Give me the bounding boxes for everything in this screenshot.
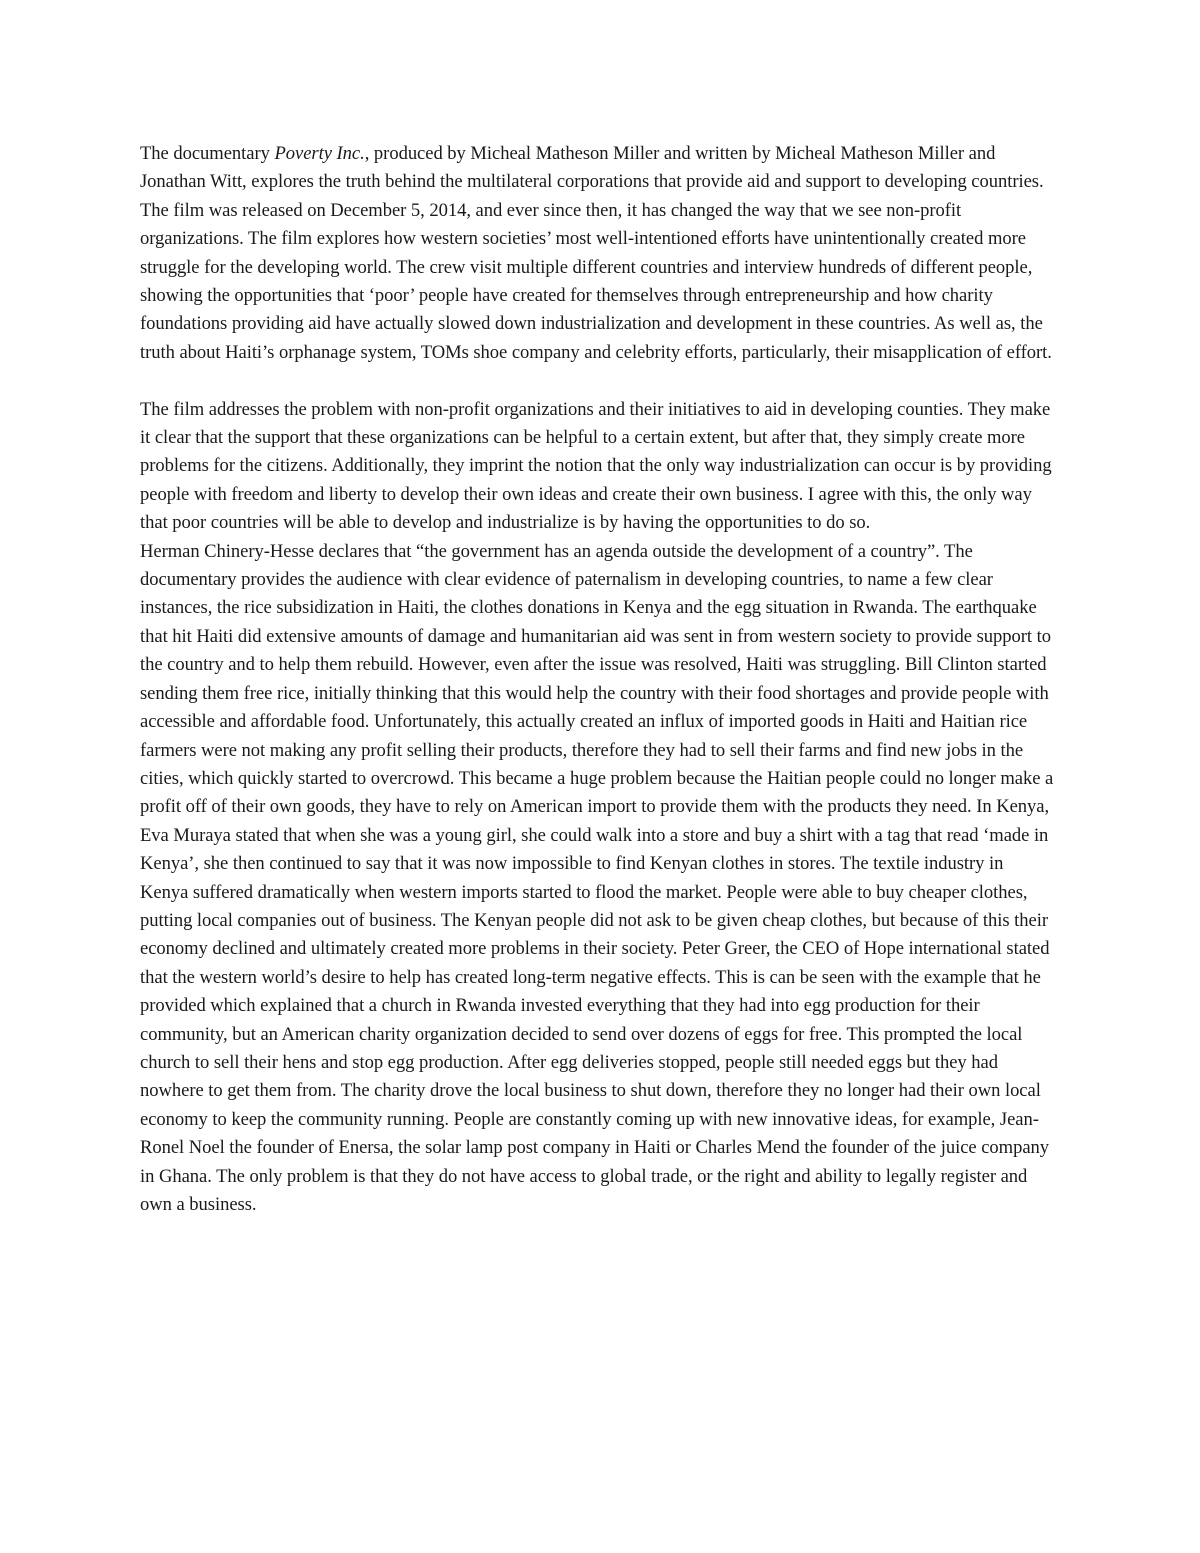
paragraph-intro [140, 140, 1055, 367]
document-body [140, 140, 1055, 1219]
paragraph-evidence: Herman Chinery-Hesse declares that “the government has an agenda outside the development of a country”. The documentary provides the audience with clear evidence of paternalism in developing countries, to name a few clear instances, the rice subsidization in Haiti, the clothes donations in Kenya and the egg situation in Rwanda. The earthquake that hit Haiti did extensive amounts of damage and humanitarian aid was sent in from western society to provide support to the country and to help them rebuild. However, even after the issue was resolved, Haiti was struggling. Bill Clinton started sending them free rice, initially thinking that this would help the country with their food shortages and provide people with accessible and affordable food. Unfortunately, this actually created an influx of imported goods in Haiti and Haitian rice farmers were not making any profit selling their products, therefore they had to sell their farms and find new jobs in the cities, which quickly started to overcrowd. This became a huge problem because the Haitian people could no longer make a profit off of their own goods, they have to rely on American import to provide them with the products they need. In Kenya, Eva Muraya stated that when she was a young girl, she could walk into a store and buy a shirt with a tag that read ‘made in Kenya’, she then continued to say that it was now impossible to find Kenyan clothes in stores. The textile industry in Kenya suffered dramatically when western imports started to flood the market. People were able to buy cheaper clothes, putting local companies out of business. The Kenyan people did not ask to be given cheap clothes, but because of this their economy declined and ultimately created more problems in their society. Peter Greer, the CEO of Hope international stated that the western world’s desire to help has created long-term negative effects. This is can be seen with the example that he provided which explained that a church in Rwanda invested everything that they had into egg production for their community, but an American charity organization decided to send over dozens of eggs for free. This prompted the local church to sell their hens and stop egg production. After egg deliveries stopped, people still needed eggs but they had nowhere to get them from. The charity drove the local business to shut down, therefore they no longer had their own local economy to keep the community running. People are constantly coming up with new innovative ideas, for example, Jean-Ronel Noel the founder of Enersa, the solar lamp post company in Haiti or Charles Mend the founder of the juice company in Ghana. The only problem is that they do not have access to global trade, or the right and ability to legally register and own a business. [140, 540, 1054, 1216]
film-title: Poverty Inc. [274, 143, 365, 164]
paragraph-intro-rest: , produced by Micheal Matheson Miller and written by Micheal Matheson Miller and Jonathan Witt, explores the truth behind the multilateral corporations that provide aid and support to developing countries. The film was released on December 5, 2014, and ever since then, it has changed the way that we see non-profit organizations. The film explores how western societies’ most well-intentioned efforts have unintentionally created more struggle for the developing world. The crew visit multiple different countries and interview hundreds of different people, showing the opportunities that ‘poor’ people have created for themselves through entrepreneurship and how charity foundations providing aid have actually slowed down industrialization and development in these countries. As well as, the truth about Haiti’s orphanage system, TOMs shoe company and celebrity efforts, particularly, their misapplication of effort. [140, 143, 1052, 363]
paragraph-intro-lead: The documentary [140, 143, 275, 164]
paragraph-problem: The film addresses the problem with non-profit organizations and their initiatives to aid in developing counties. They make it clear that the support that these organizations can be helpful to a certain extent, but after that, they simply create more problems for the citizens. Additionally, they imprint the notion that the only way industrialization can occur is by providing people with freedom and liberty to develop their own ideas and create their own business. I agree with this, the only way that poor countries will be able to develop and industrialize is by having the opportunities to do so. [140, 398, 1052, 534]
